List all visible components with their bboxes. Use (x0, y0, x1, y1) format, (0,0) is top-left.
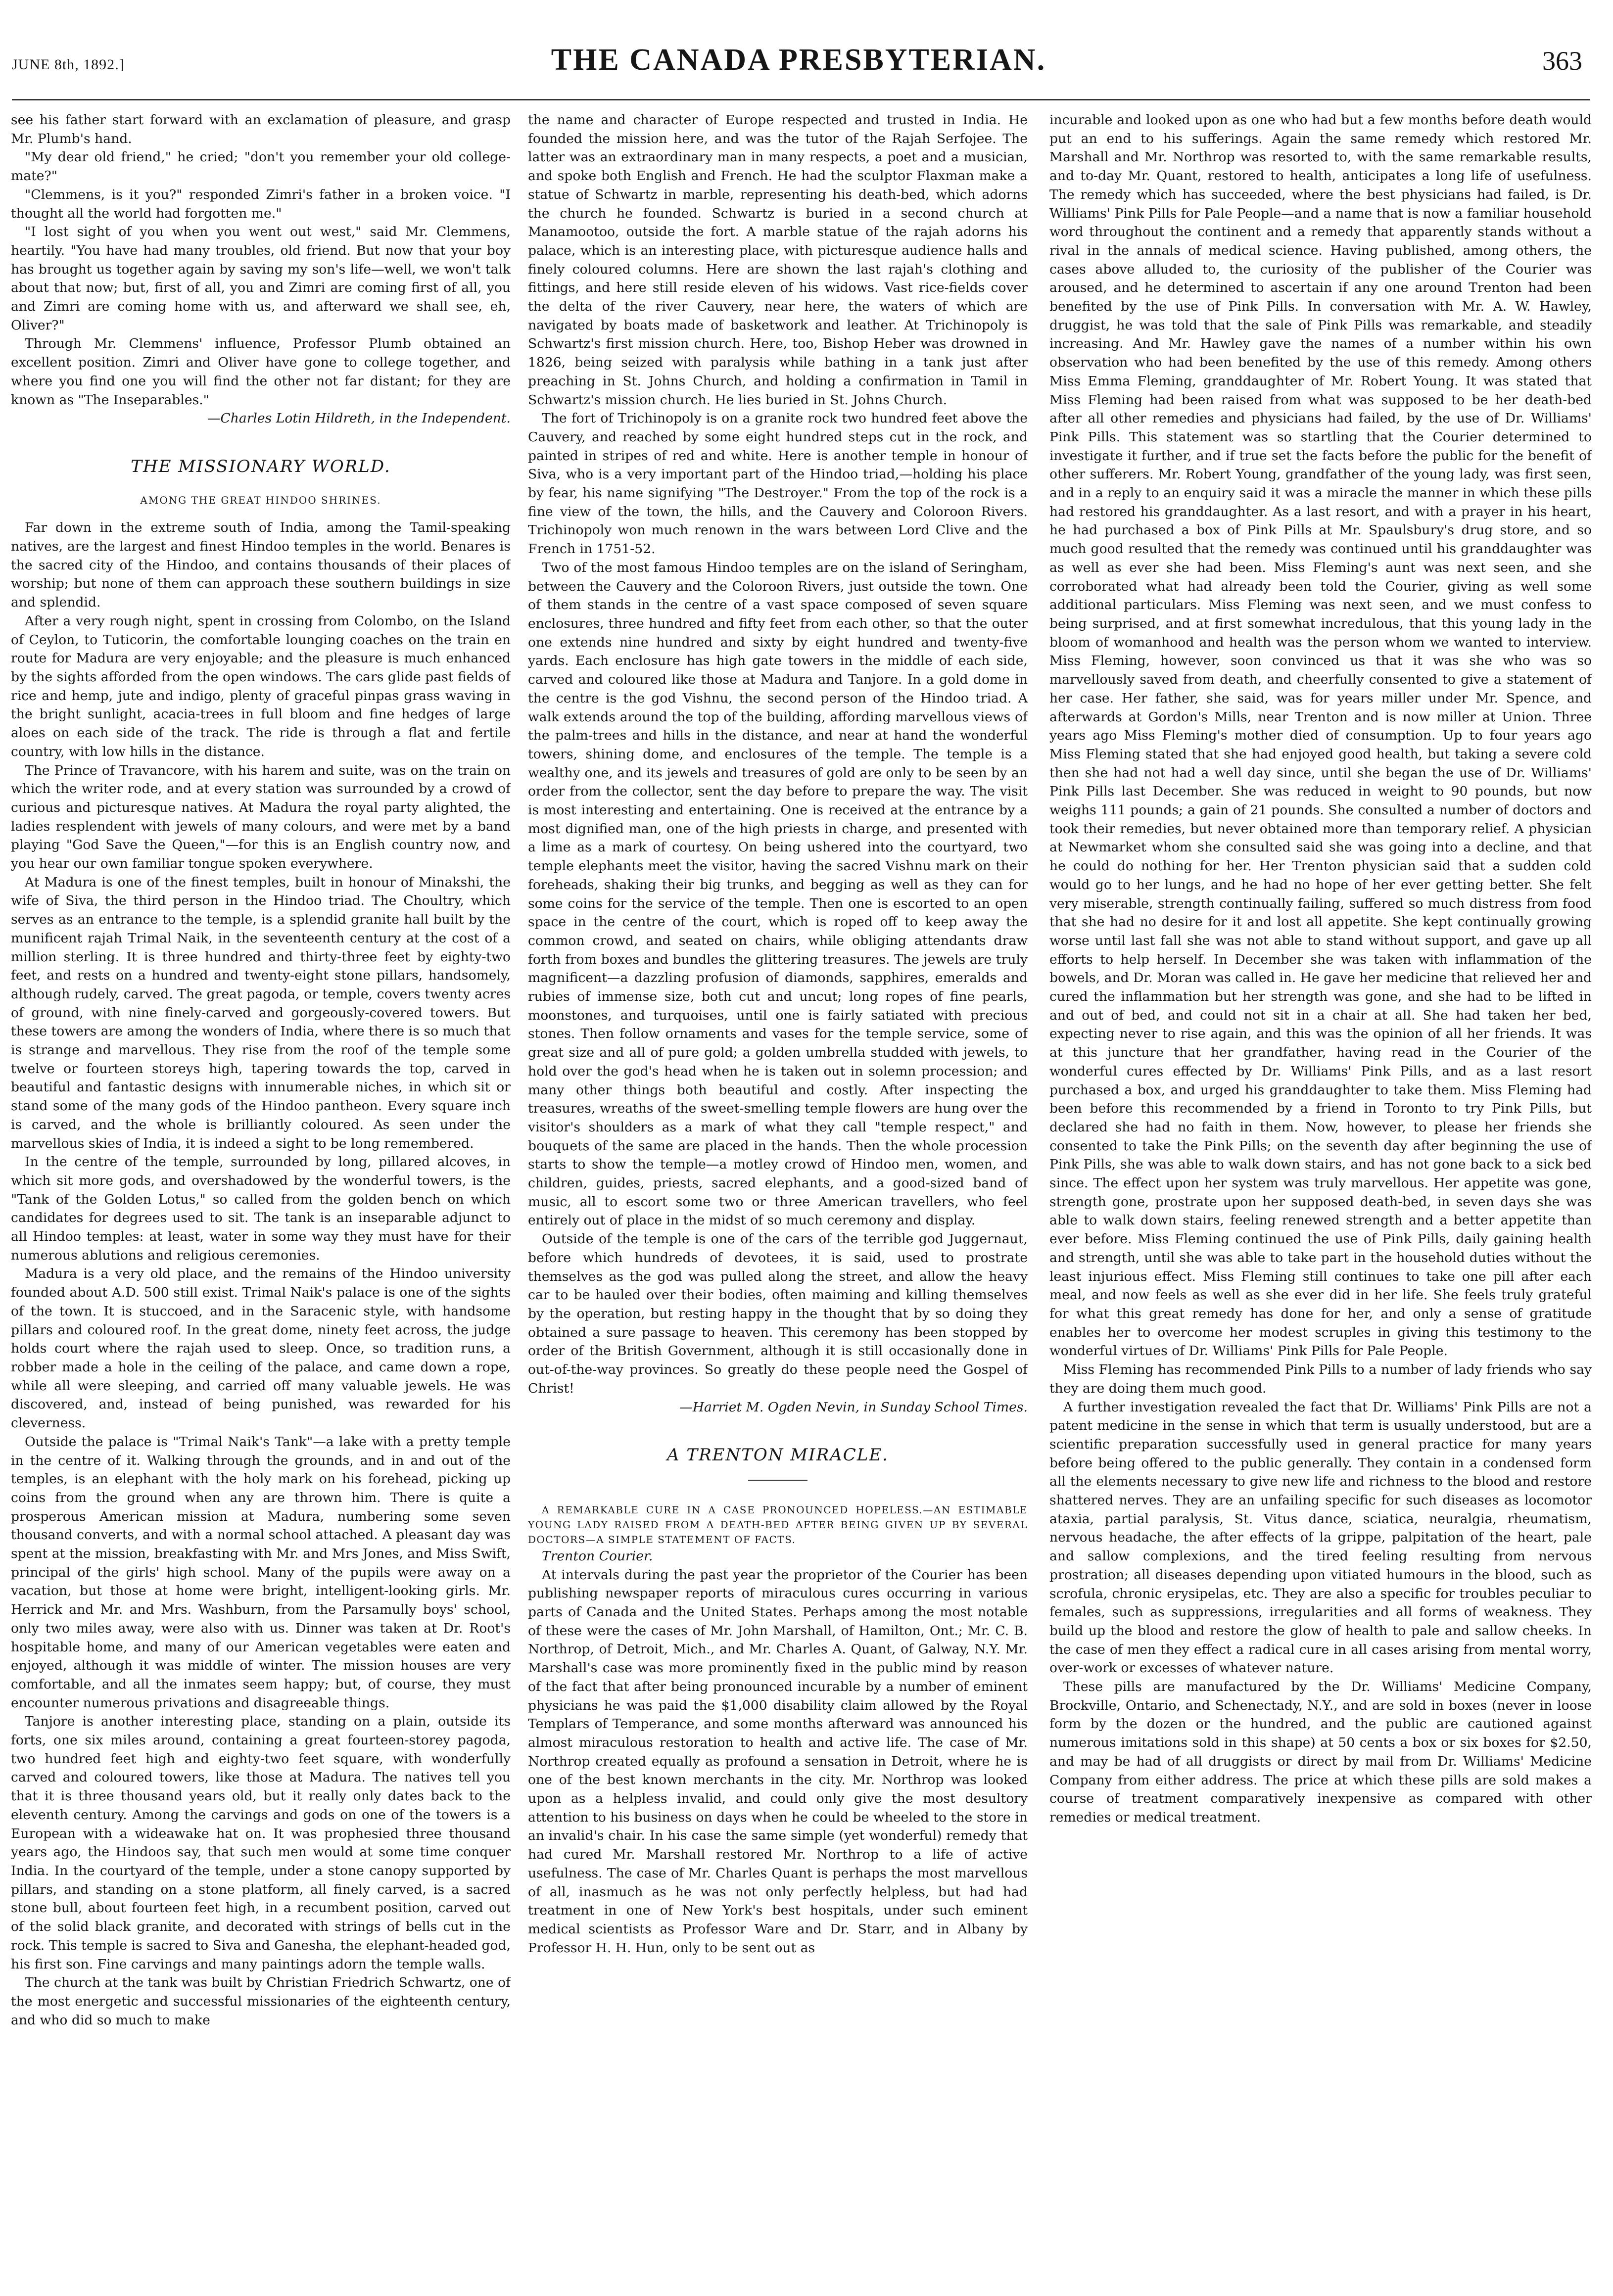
trenton-article-title: A TRENTON MIRACLE. (667, 1445, 889, 1465)
missionary-section-title: THE MISSIONARY WORLD. (131, 456, 391, 476)
article-paragraph: Outside of the temple is one of the cars of the terrible god Juggernaut, before which hundreds of devotees, it is said, used to prostrate themselves as the god was pulled along the street, and allow the heavy car to be hauled over their bodies, often maiming and killing themselves by the operation, but resting happy in the thought that by so doing they obtained a sure passage to heaven. This ceremony has been stopped by order of the British Government, although it is still occasionally done in out-of-the-way provinces. So greatly do these people need the Gospel of Christ! (528, 1231, 1028, 1396)
article-paragraph: A further investigation revealed the fact that Dr. Williams' Pink Pills are not a patent medicine in the sense in which that term is usually understood, but are a scientific preparation successfully used in general practice for many years before being offered to the public generally. They contain in a condensed form all the elements necessary to give new life and richness to the blood and restore shattered nerves. They are an unfailing specific for such diseases as locomotor ataxia, partial paralysis, St. Vitus dance, sciatica, neuralgia, rheumatism, nervous headache, the after effects of la grippe, palpitation of the heart, pale and sallow complexions, and the tired feeling resulting from nervous prostration; all diseases depending upon vitiated humours in the blood, such as scrofula, chronic erysipelas, etc. They are also a specific for troubles peculiar to females, such as suppressions, irregularities and all forms of weakness. They build up the blood and restore the glow of health to pale and sallow cheeks. In the case of men they effect a radical cure in all cases arising from mental worry, over-work or excesses of whatever nature. (1049, 1399, 1592, 1676)
article-paragraph: Two of the most famous Hindoo temples are on the island of Seringham, between the Cauvery and the Coloroon Rivers, just outside the town. One of them stands in the centre of a vast space composed of seven square enclosures, three hundred and fifty feet from each other, so that the outer one extends nine hundred and sixty by eight hundred and twenty-five yards. Each enclosure has high gate towers in the middle of each side, carved and coloured like those at Madura and Tanjore. In a gold dome in the centre is the god Vishnu, the second person of the Hindoo triad. A walk extends around the top of the building, affording marvellous views of the palm-trees and hills in the distance, and near at hand the wonderful towers, shining dome, and enclosures of the temple. The temple is a wealthy one, and its jewels and treasures of gold are only to be seen by an order from the collector, sent the day before to prepare the way. The visit is most interesting and entertaining. One is received at the entrance by a most dignified man, one of the high priests in charge, and presented with a lime as a mark of courtesy. On being ushered into the courtyard, two temple elephants meet the visitor, having the sacred Vishnu mark on their foreheads, shaking their big trunks, and begging as well as they can for some coins for the service of the temple. Then one is escorted to an open space in the centre of the court, which is roped off to keep away the common crowd, and seated on chairs, while obliging attendants draw forth from boxes and bundles the glittering treasures. The jewels are truly magnificent—a dazzling profusion of diamonds, sapphires, emeralds and rubies of immense size, both cut and uncut; long ropes of fine pearls, moonstones, and turquoises, until one is fairly satiated with precious stones. Then follow ornaments and vases for the temple service, some of great size and all of pure gold; a golden umbrella studded with jewels, to hold over the god's head when he is taken out in solemn procession; and many other things both beautiful and costly. After inspecting the treasures, wreaths of the sweet-smelling temple flowers are hung over the visitor's shoulders as a mark of what they call "temple respect," and bouquets of the same are placed in the hands. Then the whole procession starts to show the temple—a motley crowd of Hindoo men, women, and children, guides, priests, sacred elephants, and a good-sized band of music, all to escort some two or three American travellers, who feel entirely out of place in the midst of so much ceremony and display. (528, 560, 1028, 1228)
article-paragraph: The church at the tank was built by Christian Friedrich Schwartz, one of the most energetic and successful missionaries of the eighteenth century, and who did so much to make (11, 1975, 511, 2028)
story-paragraph: "Clemmens, is it you?" responded Zimri's father in a broken voice. "I thought all the world had forgotten me." (11, 187, 511, 221)
article-paragraph: At intervals during the past year the proprietor of the Courier has been publishing newspaper reports of miraculous cures occurring in various parts of Canada and the United States. Perhaps among the most notable of these were the cases of Mr. John Marshall, of Hamilton, Ont.; Mr. C. B. Northrop, of Detroit, Mich., and Mr. Charles A. Quant, of Galway, N.Y. Mr. Marshall's case was more prominently fixed in the public mind by reason of the fact that after being pronounced incurable by a number of eminent physicians he was paid the $1,000 disability claim allowed by the Royal Templars of Temperance, and some months afterward was announced his almost miraculous restoration to health and active life. The case of Mr. Northrop created equally as profound a sensation in Detroit, where he is one of the best known merchants in the city. Mr. Northrop was looked upon as a helpless invalid, and could only give the most desultory attention to his business on days when he could be wheeled to the store in an invalid's chair. In his case the same simple (yet wonderful) remedy that had cured Mr. Marshall restored Mr. Northrop to a life of active usefulness. The case of Mr. Charles Quant is perhaps the most marvellous of all, inasmuch as he was not only perfectly helpless, but had had treatment in one of New York's best hospitals, under such eminent medical scientists as Professor Ware and Dr. Starr, and in Albany by Professor H. H. Hun, only to be sent out as (528, 1567, 1028, 1956)
issue-date: JUNE 8th, 1892.] (12, 56, 125, 73)
newspaper-title: THE CANADA PRESBYTERIAN. (551, 43, 1046, 77)
column-3 (1049, 111, 1592, 2278)
story-credit: —Charles Lotin Hildreth, in the Independent. (207, 411, 511, 426)
article-paragraph: At Madura is one of the finest temples, built in honour of Minakshi, the wife of Siva, the third person in the Hindoo triad. The Choultry, which serves as an entrance to the temple, is a splendid granite hall built by the munificent rajah Trimal Naik, in the seventeenth century at the cost of a million sterling. It is three hundred and thirty-three feet by eighty-two feet, and rests on a hundred and twenty-eight stone pillars, handsomely, although rudely, carved. The great pagoda, or temple, covers twenty acres of ground, with nine finely-carved and gorgeously-covered towers. But these towers are among the wonders of India, where there is so much that is strange and marvellous. They rise from the roof of the temple some twelve or fourteen storeys high, tapering towards the top, carved in beautiful and fantastic designs with innumerable niches, in which sit or stand some of the many gods of the Hindoo pantheon. Every square inch is carved, and the whole is brilliantly coloured. As seen under the marvellous skies of India, it is indeed a sight to be long remembered. (11, 874, 511, 1151)
article-paragraph: These pills are manufactured by the Dr. Williams' Medicine Company, Brockville, Ontario, and Schenectady, N.Y., and are sold in boxes (never in loose form by the dozen or the hundred, and the public are cautioned against numerous imitations sold in this shape) at 50 cents a box or six boxes for $2.50, and may be had of all druggists or direct by mail from Dr. Williams' Medicine Company from either address. The price at which these pills are sold makes a course of treatment comparatively inexpensive as compared with other remedies or medical treatment. (1049, 1679, 1592, 1825)
page-number: 363 (1542, 46, 1582, 76)
trenton-article-source: Trenton Courier. (542, 1548, 653, 1564)
title-divider (748, 1480, 807, 1481)
story-paragraph: see his father start forward with an exclamation of pleasure, and grasp Mr. Plumb's hand. (11, 112, 511, 146)
trenton-article-deck: A REMARKABLE CURE IN A CASE PRONOUNCED HOPELESS.—AN ESTIMABLE YOUNG LADY RAISED FROM A DEATH-BED AFTER BEING GIVEN UP BY SEVERAL DOCTORS—A SIMPLE STATEMENT OF FACTS. (528, 1503, 1028, 1546)
masthead-rule (12, 99, 1590, 100)
article-paragraph: Far down in the extreme south of India, among the Tamil-speaking natives, are the largest and finest Hindoo temples in the world. Benares is the sacred city of the Hindoo, and contains thousands of their places of worship; but none of them can approach these southern buildings in size and splendid. (11, 520, 511, 610)
article-paragraph: incurable and looked upon as one who had but a few months before death would put an end to his sufferings. Again the same remedy which restored Mr. Marshall and Mr. Northrop was resorted to, with the same remarkable results, and to-day Mr. Quant, restored to health, anticipates a long life of usefulness. The remedy which has succeeded, where the best physicians had failed, is Dr. Williams' Pink Pills for Pale People—and a name that is now a familiar household word throughout the continent and a remedy that apparently stands without a rival in the annals of medical science. Having published, among others, the cases above alluded to, the curiosity of the publisher of the Courier was aroused, and he determined to ascertain if any one around Trenton had been benefited by the use of Pink Pills. In conversation with Mr. A. W. Hawley, druggist, he was told that the sale of Pink Pills was remarkable, and steadily increasing. And Mr. Hawley gave the names of a number within his own observation who had been benefited by the use of this remedy. Among others Miss Emma Fleming, granddaughter of Mr. Robert Young. It was stated that Miss Fleming had been raised from what was supposed to be her death-bed after all other remedies and physicians had failed, by the use of Dr. Williams' Pink Pills. This statement was so startling that the Courier determined to investigate it further, and if true set the facts before the public for the benefit of other sufferers. Mr. Robert Young, grandfather of the young lady, was first seen, and in a reply to an enquiry said it was a miracle the manner in which these pills had restored his granddaughter. As a last resort, and with a prayer in his heart, he had purchased a box of Pink Pills at Mr. Spaulsbury's drug store, and so much good resulted that the remedy was continued until his granddaughter was as well as ever she had been. Miss Fleming's aunt was next seen, and she corroborated what had already been told the Courier, giving as well some additional particulars. Miss Fleming was next seen, and we must confess to being surprised, and at first somewhat incredulous, that this young lady in the bloom of womanhood and health was the person whom we wanted to interview. Miss Fleming, however, soon convinced us that it was she who was so marvellously saved from death, and cheerfully consented to give a statement of her case. Her father, she said, was for years miller under Mr. Spence, and afterwards at Gordon's Mills, near Trenton and is now miller at Union. Three years ago Miss Fleming's mother died of consumption. Up to four years ago Miss Fleming stated that she had enjoyed good health, but taking a severe cold then she had not had a well day since, until she began the use of Dr. Williams' Pink Pills last December. She was reduced in weight to 90 pounds, but now weighs 111 pounds; a gain of 21 pounds. She consulted a number of doctors and took their remedies, but never obtained more than temporary relief. A physician at Newmarket whom she consulted said she was going into a decline, and that he could do nothing for her. Her Trenton physician said that a sudden cold would go to her lungs, and he had no hope of her ever getting better. She felt very miserable, strength continually failing, suffered so much distress from food that she had no desire for it and lost all appetite. She kept continually growing worse until last fall she was not able to stand without support, and gave up all efforts to help herself. In December she was taken with inflammation of the bowels, and Dr. Moran was called in. He gave her medicine that relieved her and cured the inflammation but her strength was gone, and she had to be lifted in and out of bed, and could not sit in a chair at all. She had taken her bed, expecting never to rise again, and this was the opinion of all her friends. It was at this juncture that her grandfather, having read in the Courier of the wonderful cures effected by Dr. Williams' Pink Pills, and as a last resort purchased a box, and urged his granddaughter to take them. Miss Fleming had been before this recommended by a friend in Toronto to try Pink Pills, but declared she had no faith in them. Now, however, to please her friends she consented to take the Pink Pills; on the seventh day after beginning the use of Pink Pills, she was able to walk down stairs, and has not gone back to a sick bed since. The effect upon her system was truly marvellous. Her appetite was gone, strength gone, prostrate upon her supposed death-bed, in seven days she was able to walk down stairs, feeling renewed strength and a better appetite than ever before. Miss Fleming continued the use of Pink Pills, daily gaining health and strength, until she was able to take part in the household duties without the least injurious effect. Miss Fleming still continues to take one pill after each meal, and now feels as well as she ever did in her life. She feels truly grateful for what this great remedy has done for her, and only a sense of gratitude enables her to overcome her modest scruples in giving this testimony to the wonderful virtues of Dr. Williams' Pink Pills for Pale People. (1049, 112, 1592, 1359)
article-paragraph: the name and character of Europe respected and trusted in India. He founded the mission here, and was the tutor of the Rajah Serfojee. The latter was an extraordinary man in many respects, a poet and a musician, and spoke both English and French. He had the sculptor Flaxman make a statue of Schwartz in marble, representing his death-bed, which adorns the church he founded. Schwartz is buried in a second church at Manamootoo, outside the fort. A marble statue of the rajah adorns his palace, which is an interesting place, with picturesque audience halls and finely coloured columns. Here are shown the last rajah's clothing and fittings, and here still reside eleven of his widows. Vast rice-fields cover the delta of the river Cauvery, near here, the waters of which are navigated by boats made of basketwork and leather. At Trichinopoly is Schwartz's first mission church. Here, too, Bishop Heber was drowned in 1826, being seized with paralysis while bathing in a tank just after preaching in St. Johns Church, and holding a confirmation in Tamil in Schwartz's mission church. He lies buried in St. Johns Church. (528, 112, 1028, 408)
article-paragraph: In the centre of the temple, surrounded by long, pillared alcoves, in which sit more gods, and overshadowed by the wonderful towers, is the "Tank of the Golden Lotus," so called from the golden bench on which candidates for degrees used to sit. The tank is an inseparable adjunct to all Hindoo temples: at least, water in some way they must have for their numerous ablutions and religious ceremonies. (11, 1154, 511, 1263)
article-credit: —Harriet M. Ogden Nevin, in Sunday School Times. (679, 1399, 1028, 1415)
masthead (12, 43, 1585, 92)
missionary-article-subtitle: AMONG THE GREAT HINDOO SHRINES. (140, 494, 381, 506)
article-paragraph: After a very rough night, spent in crossing from Colombo, on the Island of Ceylon, to Tuticorin, the comfortable lounging coaches on the train en route for Madura are very enjoyable; and the pleasure is much enhanced by the sights afforded from the open windows. The cars glide past fields of rice and hemp, jute and indigo, plenty of graceful pinpas grass waving in the bright sunlight, acacia-trees in full bloom and fine hedges of large aloes on each side of the track. The ride is through a flat and fertile country, with low hills in the distance. (11, 613, 511, 759)
story-paragraph: Through Mr. Clemmens' influence, Professor Plumb obtained an excellent position. Zimri and Oliver have gone to college together, and where you find one you will find the other not far distant; for they are known as "The Inseparables." (11, 336, 511, 408)
article-paragraph: Miss Fleming has recommended Pink Pills to a number of lady friends who say they are doing them much good. (1049, 1362, 1592, 1396)
story-paragraph: "I lost sight of you when you went out west," said Mr. Clemmens, heartily. "You have had many troubles, old friend. But now that your boy has brought us together again by saving my son's life—well, we won't talk about that now; but, first of all, you and Zimri are coming first of all, you and Zimri are coming home with us, and afterward we shall see, eh, Oliver?" (11, 224, 511, 333)
article-paragraph: The fort of Trichinopoly is on a granite rock two hundred feet above the Cauvery, and reached by some eight hundred steps cut in the rock, and painted in stripes of red and white. Here is another temple in honour of Siva, who is a very important part of the Hindoo triad,—holding his place by fear, his name signifying "The Destroyer." From the top of the rock is a fine view of the town, the hills, and the Cauvery and Coloroon Rivers. Trichinopoly won much renown in the wars between Lord Clive and the French in 1751-52. (528, 411, 1028, 557)
article-paragraph: Outside the palace is "Trimal Naik's Tank"—a lake with a pretty temple in the centre of it. Walking through the grounds, and in and out of the temples, is an elephant with the holy mark on his forehead, picking up coins from the ground when any are thrown him. There is quite a prosperous American mission at Madura, numbering some seven thousand converts, and with a normal school attached. A pleasant day was spent at the mission, breakfasting with Mr. and Mrs Jones, and Miss Swift, principal of the girls' high school. Many of the pupils were away on a vacation, but those at home were bright, intelligent-looking girls. Mr. Herrick and Mr. and Mrs. Washburn, from the Parsamully boys' school, only two miles away, were also with us. Dinner was taken at Dr. Root's hospitable home, and many of our American vegetables were eaten and enjoyed, although it was middle of winter. The mission houses are very comfortable, and all the inmates seem happy; but, of course, they must encounter numerous privations and disagreeable things. (11, 1434, 511, 1711)
column-1 (11, 111, 511, 2278)
article-paragraph: The Prince of Travancore, with his harem and suite, was on the train on which the writer rode, and at every station was surrounded by a crowd of curious and picturesque natives. At Madura the royal party alighted, the ladies resplendent with jewels of many colours, and were met by a band playing "God Save the Queen,"—for this is an English country now, and you hear our own familiar tongue spoken everywhere. (11, 762, 511, 872)
article-paragraph: Madura is a very old place, and the remains of the Hindoo university founded about A.D. 500 still exist. Trimal Naik's palace is one of the sights of the town. It is stuccoed, and in the Saracenic style, with handsome pillars and coloured roof. In the great dome, ninety feet across, the judge holds court where the rajah used to sleep. Once, so tradition runs, a robber made a hole in the ceiling of the palace, and came down a rope, while all were sleeping, and carried off many valuable jewels. He was discovered, and, instead of being punished, was rewarded for his cleverness. (11, 1266, 511, 1431)
article-paragraph: Tanjore is another interesting place, standing on a plain, outside its forts, one six miles around, containing a great fourteen-storey pagoda, two hundred feet high and eighty-two feet square, with wonderfully carved and coloured towers, like those at Madura. The natives tell you that it is three thousand years old, but it really only dates back to the eleventh century. Among the carvings and gods on one of the towers is a European with a wideawake hat on. It was prophesied three thousand years ago, the Hindoos say, that such men would at some time conquer India. In the courtyard of the temple, under a stone canopy supported by pillars, and standing on a stone platform, all finely carved, is a sacred stone bull, about fourteen feet high, in a recumbent position, carved out of the solid black granite, and decorated with strings of bells cut in the rock. This temple is sacred to Siva and Ganesha, the elephant-headed god, his first son. Fine carvings and many paintings adorn the temple walls. (11, 1714, 511, 1972)
column-2 (528, 111, 1028, 2278)
story-paragraph: "My dear old friend," he cried; "don't you remember your old college-mate?" (11, 149, 511, 184)
